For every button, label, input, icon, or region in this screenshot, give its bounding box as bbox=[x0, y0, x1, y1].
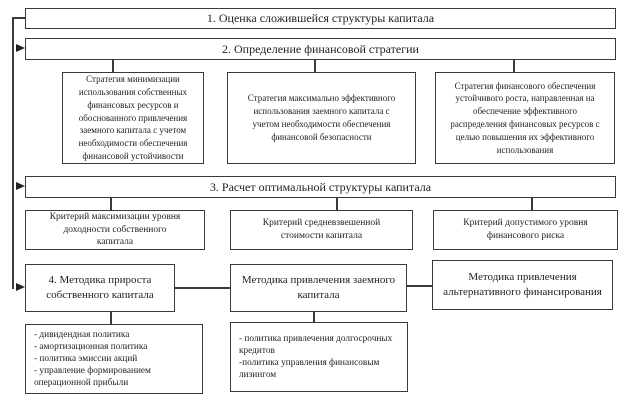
connector-step3-criterion-1 bbox=[110, 198, 112, 210]
strategy-3-text: Стратегия финансового обеспечения устойчивого роста, направленная на обеспечение эффективного распределения финансовых ресурсов с целью повышения их эффективного использования bbox=[450, 80, 600, 155]
criterion-box-1 bbox=[25, 210, 205, 250]
policy-item: - дивидендная политика bbox=[34, 330, 130, 340]
criterion-box-3 bbox=[433, 210, 618, 250]
method-3-text: Методика привлечения альтернативного финансирования bbox=[443, 271, 602, 298]
strategy-box-1 bbox=[62, 72, 204, 164]
connector-spine-top bbox=[12, 17, 25, 19]
policy-item: - политика эмиссии акций bbox=[34, 354, 138, 365]
strategy-box-2 bbox=[227, 72, 416, 164]
spine-arrow-step3-icon bbox=[16, 182, 25, 190]
strategy-2-text: Стратегия максимально эффективного использования заемного капитала с учетом необходимости обеспечения финансовой безопасности bbox=[247, 93, 396, 142]
connector-step2-strategy-2 bbox=[314, 60, 316, 72]
connector-spine-vertical bbox=[12, 17, 14, 289]
connector-step3-criterion-2 bbox=[336, 198, 338, 210]
step2-label: 2. Определение финансовой стратегии bbox=[222, 41, 419, 56]
step1-label: 1. Оценка сложившейся структуры капитала bbox=[206, 11, 435, 25]
spine-arrow-step2-icon bbox=[16, 44, 25, 52]
policy-list-own-capital bbox=[25, 324, 203, 394]
connector-step2-strategy-1 bbox=[112, 60, 114, 72]
connector-step2-strategy-3 bbox=[513, 60, 515, 72]
step2-box bbox=[25, 38, 616, 60]
criterion-2-text: Критерий средневзвешенной стоимости капитала bbox=[262, 218, 381, 241]
method-1-text: 4. Методика прироста собственного капитала bbox=[46, 274, 154, 301]
method-2-text: Методика привлечения заемного капитала bbox=[241, 274, 396, 301]
method-box-2 bbox=[230, 264, 407, 312]
step3-box bbox=[25, 176, 616, 198]
policy-list-borrowed-capital bbox=[230, 322, 408, 392]
connector-method1-method2 bbox=[175, 287, 230, 289]
criterion-box-2 bbox=[230, 210, 413, 250]
criterion-1-text: Критерий максимизации уровня доходности собственного капитала bbox=[49, 211, 181, 248]
step1-box bbox=[25, 8, 616, 29]
policy-item: - политика привлечения долгосрочных кредитов bbox=[239, 333, 393, 356]
connector-step3-criterion-3 bbox=[531, 198, 533, 210]
connector-method1-policies bbox=[110, 312, 112, 324]
strategy-box-3 bbox=[435, 72, 615, 164]
connector-method2-policies bbox=[313, 312, 315, 322]
strategy-1-text: Стратегия минимизации использования собственных финансовых ресурсов и обоснованного привлечения заемного капитала с учетом необходимости обеспечения финансовой устойчивости bbox=[78, 74, 188, 161]
method-box-1 bbox=[25, 264, 175, 312]
criterion-3-text: Критерий допустимого уровня финансового риска bbox=[463, 218, 588, 241]
spine-arrow-method1-icon bbox=[16, 283, 25, 291]
connector-method2-method3 bbox=[407, 285, 432, 287]
policy-item: - управление формированием операционной прибыли bbox=[34, 366, 151, 389]
step3-label: 3. Расчет оптимальной структуры капитала bbox=[209, 179, 432, 194]
policy-item: -политика управления финансовым лизингом bbox=[239, 358, 380, 381]
policy-item: - амортизационная политика bbox=[34, 342, 148, 353]
method-box-3 bbox=[432, 260, 613, 310]
